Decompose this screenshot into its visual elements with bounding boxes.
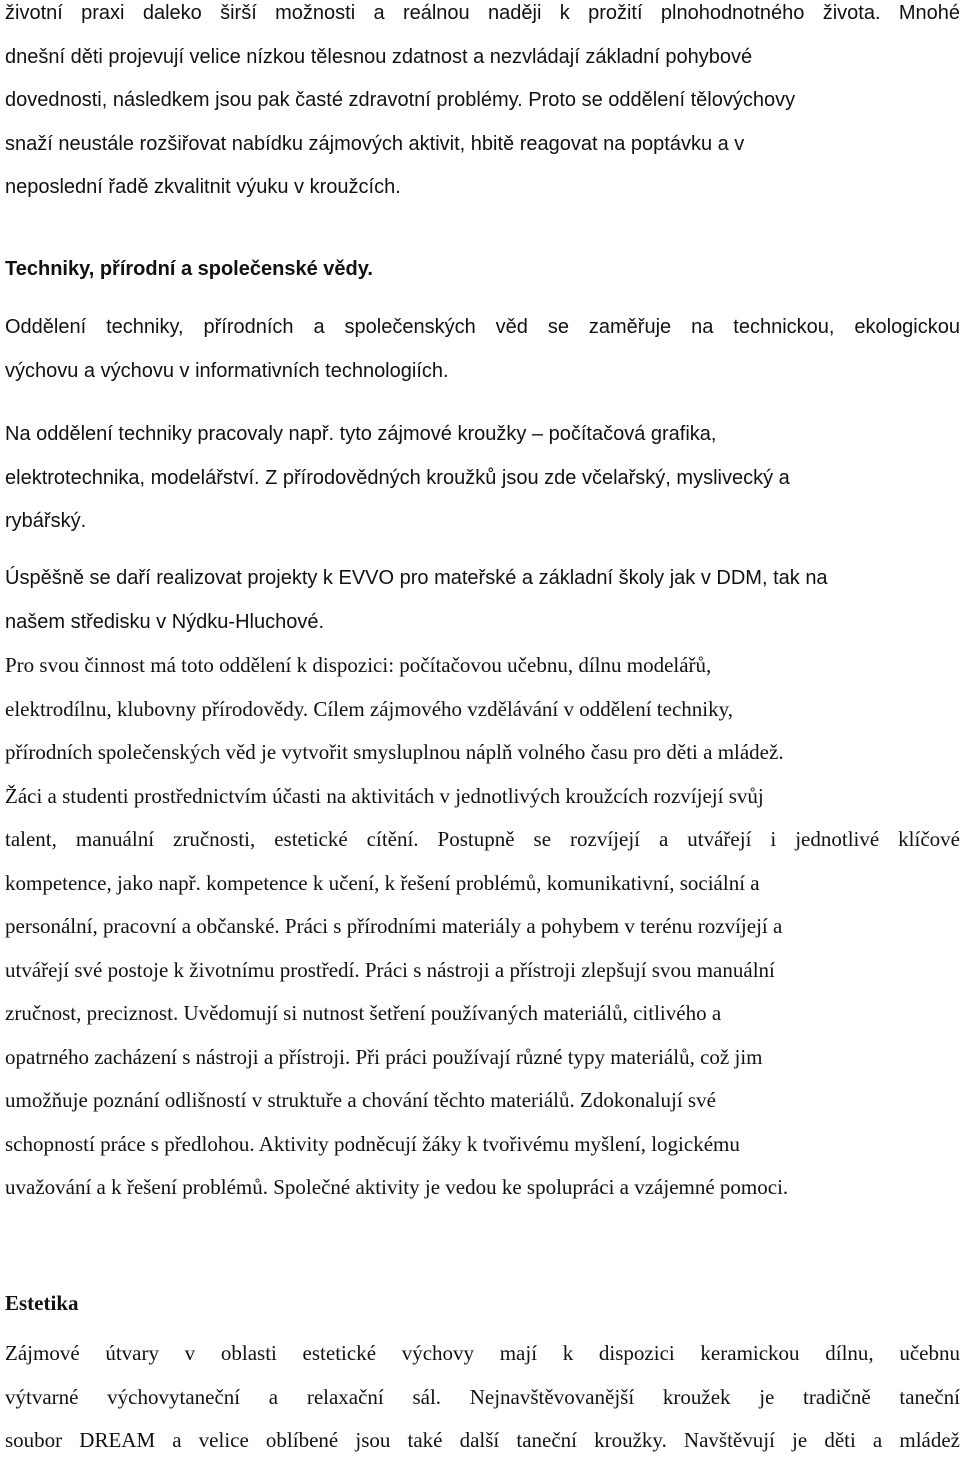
text-line: utvářejí své postoje k životnímu prostředí. Práci s nástroji a přístroji zlepšují svou manuální [5,957,775,982]
text-line: snaží neustále rozšiřovat nabídku zájmových aktivit, hbitě reagovat na poptávku a v [5,132,745,155]
tech-paragraph-1 [5,306,960,393]
text-line: schopností práce s předlohou. Aktivity podněcují žáky k tvořivému myšlení, logickému [5,1131,740,1156]
section-estetika [5,1282,960,1326]
section-heading: Techniky, přírodní a společenské vědy. [5,258,373,280]
text-line: umožňuje poznání odlišností v struktuře a chování těchto materiálů. Zdokonalují své [5,1088,716,1112]
text-line: uvažování a k řešení problémů. Společné aktivity je vedou ke spolupráci a vzájemné pomoci. [5,1175,789,1199]
text-line: talent, manuální zručnosti, estetické cítění. Postupně se rozvíjejí a utvářejí i jednotlivé klíčové [5,827,960,851]
text-line: Na oddělení techniky pracovaly např. tyto zájmové kroužky – počítačová grafika, [5,423,717,445]
text-line: personální, pracovní a občanské. Práci s přírodními materiály a pohybem v terénu rozvíjejí a [5,914,783,938]
estetika-paragraph [5,1332,960,1463]
text-line: našem středisku v Nýdku-Hluchové. [5,610,325,633]
section-heading: Estetika [5,1291,79,1315]
text-line: Pro svou činnost má toto oddělení k dispozici: počítačovou učebnu, dílnu modelářů, [5,653,712,677]
text-line: soubor DREAM a velice oblíbené jsou také další taneční kroužky. Navštěvují je děti a mládež [5,1428,960,1452]
text-line: životní praxi daleko širší možnosti a reálnou naději k prožití plnohodnotného života. Mnohé [5,2,960,24]
text-line: zručnost, preciznost. Uvědomují si nutnost šetření používaných materiálů, citlivého a [5,1001,722,1025]
text-line: výchovu a výchovu v informativních technologiích. [5,359,449,382]
text-line: neposlední řadě zkvalitnit výuku v kroužcích. [5,176,401,198]
text-line: výtvarné výchovytaneční a relaxační sál. Nejnavštěvovanější kroužek je tradičně taneční [5,1384,960,1409]
text-line: přírodních společenských věd je vytvořit smysluplnou náplň volného času pro děti a mládež. [5,740,784,764]
text-line: elektrotechnika, modelářství. Z přírodovědných kroužků jsou zde včelařský, myslivecký a [5,466,790,489]
tech-paragraph-3 [5,557,960,644]
text-line: dovednosti, následkem jsou pak časté zdravotní problémy. Proto se oddělení tělovýchovy [5,89,796,111]
text-line: Žáci a studenti prostřednictvím účasti na aktivitách v jednotlivých kroužcích rozvíjejí svůj [5,783,764,808]
intro-paragraph [5,0,960,210]
text-line: Oddělení techniky, přírodních a společenských věd se zaměřuje na technickou, ekologickou [5,316,960,338]
text-line: elektrodílnu, klubovny přírodovědy. Cílem zájmového vzdělávání v oddělení techniky, [5,696,734,721]
text-line: Zájmové útvary v oblasti estetické výchovy mají k dispozici keramickou dílnu, učebnu [5,1341,960,1365]
tech-paragraph-2 [5,413,960,544]
text-line: Úspěšně se daří realizovat projekty k EVVO pro mateřské a základní školy jak v DDM, tak na [5,567,828,589]
text-line: rybářský. [5,510,87,532]
text-line: opatrného zacházení s nástroji a přístroji. Při práci používají různé typy materiálů, což jim [5,1044,763,1069]
section-technika [5,248,960,292]
tech-paragraph-4 [5,644,960,1210]
text-line: dnešní děti projevují velice nízkou tělesnou zdatnost a nezvládají základní pohybové [5,45,753,68]
text-line: kompetence, jako např. kompetence k učení, k řešení problémů, komunikativní, sociální a [5,870,760,895]
